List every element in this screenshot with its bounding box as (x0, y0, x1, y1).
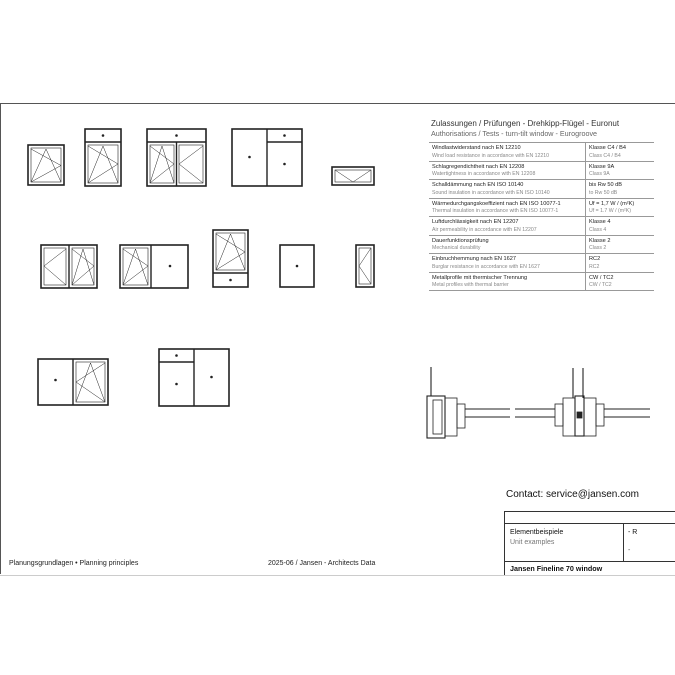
spec-label: Schlagregendichtheit nach EN 12208 (432, 163, 525, 170)
spec-value-en: to Rw 50 dB (589, 189, 618, 196)
window-elevation-3 (147, 129, 206, 186)
contact-email[interactable]: Contact: service@jansen.com (506, 489, 639, 500)
spec-row (429, 235, 654, 254)
spec-row (429, 142, 654, 161)
spec-value: Klasse 9A (589, 163, 615, 170)
title-block (504, 511, 675, 575)
title-block-name: Elementbeispiele (510, 529, 564, 536)
spec-label-en: Sound insulation in accordance with EN ISO 10140 (432, 189, 550, 196)
title-block-revision-2: - (628, 547, 631, 554)
spec-label: Dauerfunktionsprüfung (432, 237, 489, 244)
window-elevation-12 (159, 349, 229, 406)
spec-value-en: CW / TC2 (589, 282, 612, 288)
spec-label-en: Mechanical durability (432, 245, 481, 251)
specs-title: Zulassungen / Prüfungen - Drehkipp-Flügel - Euronut (431, 119, 620, 128)
spec-label: Wärmedurchgangskoeffizient nach EN ISO 10077-1 (432, 200, 561, 207)
section-detail-left (427, 367, 510, 438)
title-block-name-en: Unit examples (510, 539, 555, 546)
window-elevation-1 (28, 145, 64, 185)
spec-row (429, 179, 654, 198)
title-block-revision: - R (628, 529, 638, 536)
footer-source: 2025-06 / Jansen - Architects Data (268, 560, 376, 567)
spec-value: Klasse C4 / B4 (589, 145, 626, 151)
spec-value: bis Rw 50 dB (589, 182, 622, 188)
spec-label-en: Watertightness in accordance with EN 12208 (432, 171, 536, 177)
title-block-project: Jansen Fineline 70 window (510, 564, 603, 573)
spec-row (429, 216, 654, 235)
window-elevation-8 (213, 230, 248, 287)
spec-row (429, 253, 654, 272)
spec-value-en: Uf = 1.7 W / (m²K) (589, 208, 631, 214)
spec-value-en: Class 4 (589, 226, 607, 233)
spec-value-en: Class 2 (589, 245, 607, 251)
spec-value-en: Class C4 / B4 (589, 152, 621, 159)
window-elevation-7 (120, 245, 188, 288)
window-elevation-10 (356, 245, 374, 287)
window-elevation-5 (332, 167, 374, 185)
spec-label-en: Air permeability in accordance with EN 12207 (432, 226, 537, 233)
footer-section: Planungsgrundlagen • Planning principles (9, 560, 139, 567)
window-elevation-11 (38, 359, 108, 405)
spec-value: RC2 (589, 256, 601, 262)
spec-label-en: Wind load resistance in accordance with EN 12210 (432, 152, 550, 159)
spec-value: Klasse 4 (589, 219, 611, 225)
spec-value: CW / TC2 (589, 274, 614, 281)
spec-value: Klasse 2 (589, 237, 611, 244)
specs-table (429, 142, 654, 291)
spec-label: Einbruchhemmung nach EN 1627 (432, 256, 516, 262)
window-elevation-9 (280, 245, 314, 287)
spec-value-en: RC2 (589, 263, 600, 270)
spec-row (429, 198, 654, 217)
spec-row (429, 272, 654, 292)
spec-label: Luftdurchlässigkeit nach EN 12207 (432, 219, 519, 225)
spec-label: Schalldämmung nach EN ISO 10140 (432, 182, 524, 188)
spec-label-en: Burglar resistance in accordance with EN 1627 (432, 263, 540, 270)
spec-label-en: Thermal insulation in accordance with EN ISO 10077-1 (432, 208, 559, 214)
specs-subtitle: Authorisations / Tests - turn-tilt window - Eurogroove (431, 129, 598, 138)
spec-value: Uf = 1,7 W / (m²K) (589, 200, 635, 207)
spec-label-en: Metal profiles with thermal barrier (432, 282, 509, 288)
section-detail-right (515, 368, 650, 436)
window-elevation-2 (85, 129, 121, 186)
spec-label: Metallprofile mit thermischer Trennung (432, 274, 528, 281)
spec-value-en: Class 9A (589, 171, 610, 177)
spec-label: Windlastwiderstand nach EN 12210 (432, 145, 521, 151)
window-elevation-4 (232, 129, 302, 186)
spec-row (429, 161, 654, 180)
window-elevation-6 (41, 245, 97, 288)
